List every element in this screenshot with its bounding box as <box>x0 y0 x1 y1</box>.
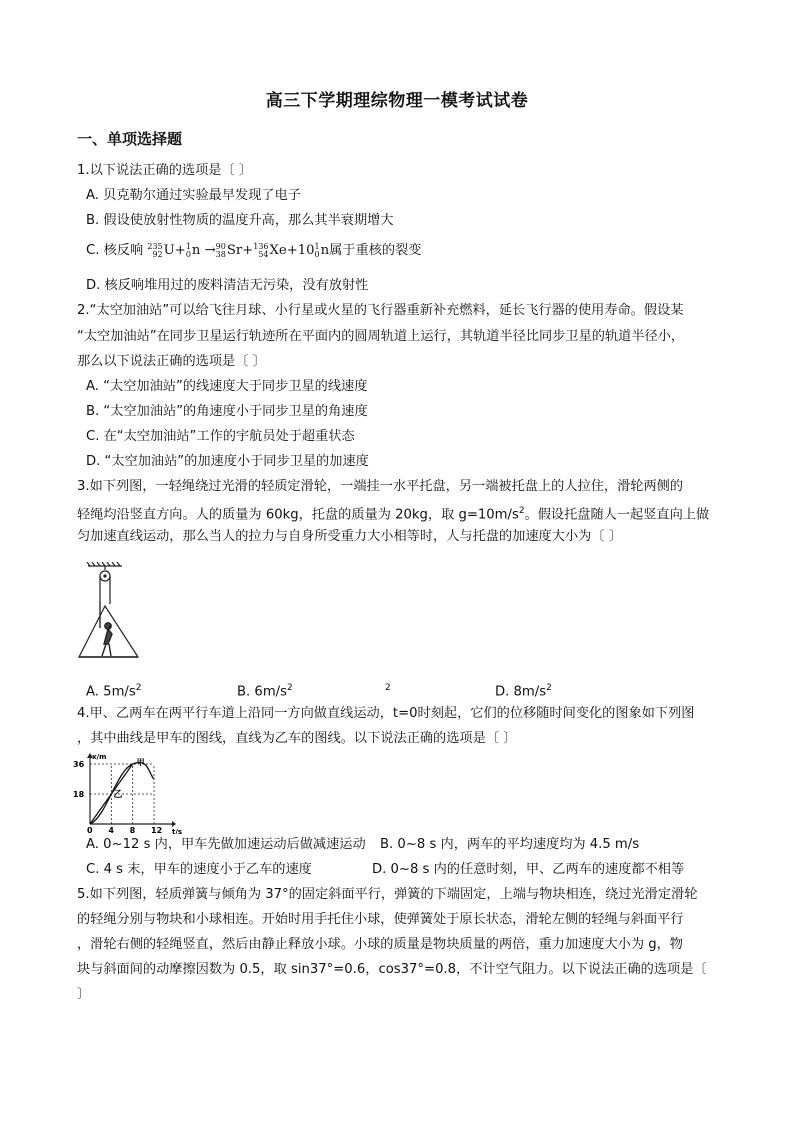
q4-stem-line2: ，其中曲线是甲车的图线，直线为乙车的图线。以下说法正确的选项是〔 〕 <box>77 731 517 746</box>
q4-stem-line1: 4.甲、乙两车在两平行车道上沿同一方向做直线运动，t=0时刻起，它们的位移随时间变化的图象如下列图 <box>77 706 695 721</box>
q3-l2-text: 轻绳均沿竖直方向。人的质量为 60kg，托盘的质量为 20kg，取 g=10m/s <box>77 507 519 523</box>
q3-option-d: D. $8m/s^2$ <box>495 683 552 700</box>
q3-l2-text-b: 。假设托盘随人一起竖直向上做 <box>524 507 710 523</box>
x-tick-label: 8 <box>129 826 136 834</box>
q3-option-c: 2 <box>385 683 391 693</box>
page-title: 高三下学期理综物理一模考试试卷 <box>265 91 529 111</box>
q1-option-d: D. 核反响堆用过的废料清洁无污染，没有放射性 <box>86 278 369 293</box>
y-axis-label: x/m <box>92 753 107 761</box>
x-tick-label: 0 <box>87 826 93 834</box>
q1-option-a: A. 贝克勒尔通过实验最早发现了电子 <box>86 188 301 203</box>
x-axis-arrow <box>172 821 176 827</box>
q2-stem-line2: “太空加油站”在同步卫星运行轨迹所在平面内的圆周轨道上运行，其轨道半径比同步卫星的轨道半径小， <box>77 329 685 344</box>
q1-c-suffix: 属于重核的裂变 <box>329 243 422 258</box>
q2-option-c: C. 在“太空加油站”工作的宇航员处于超重状态 <box>86 429 355 444</box>
q5-stem-line5: 〕 <box>77 987 91 1002</box>
section-heading: 一、单项选择题 <box>77 130 183 148</box>
q3-stem-line2 <box>77 503 709 523</box>
x-axis-label: t/s <box>172 828 183 834</box>
q1-c-prefix: C. 核反响 <box>86 243 148 258</box>
q1-option-b: B. 假设使放射性物质的温度升高，那么其半衰期增大 <box>86 213 394 228</box>
q3-l2-sup: 2 <box>518 506 525 516</box>
y-tick-label: 36 <box>73 760 85 769</box>
q2-option-d: D. “太空加油站”的加速度小于同步卫星的加速度 <box>86 454 369 469</box>
xt-graph <box>72 752 192 834</box>
q4-option-b: B. 0~8 s 内，两车的平均速度均为 4.5 m/s <box>380 837 640 852</box>
q4-option-d: D. 0~8 s 内的任意时刻，甲、乙两车的速度都不相等 <box>372 862 685 877</box>
q2-stem-line3: 那么以下说法正确的选项是〔 〕 <box>77 354 266 369</box>
q5-stem-line4: 块与斜面间的动摩擦因数为 0.5，取 sin37°=0.6，cos37°=0.8，不计空气阻力。以下说法正确的选项是〔 <box>77 962 707 977</box>
q2-option-a: A. “太空加油站”的线速度大于同步卫星的线速度 <box>86 379 368 394</box>
q1-option-c <box>86 242 421 259</box>
series-jia-label: 甲 <box>136 758 145 767</box>
series-yi-label: 乙 <box>113 790 123 800</box>
nuclide-neutron-2: 1 0 n <box>314 241 330 259</box>
q3-stem-line1: 3.如下列图，一轻绳绕过光滑的轻质定滑轮，一端挂一水平托盘，另一端被托盘上的人拉住，滑轮两侧的 <box>77 479 684 494</box>
pulley-figure <box>78 562 148 664</box>
x-tick-label: 12 <box>151 826 163 834</box>
q5-stem-line1: 5.如下列图，轻质弹簧与倾角为 37°的固定斜面平行，弹簧的下端固定，上端与物块相连，绕过光滑定滑轮 <box>77 887 698 902</box>
q3-option-b: B. $6m/s^2$ <box>237 683 293 700</box>
q4-option-a: A. 0~12 s 内，甲车先做加速运动后做减速运动 <box>86 837 366 852</box>
q2-stem-line1: 2.“太空加油站”可以给飞往月球、小行星或火星的飞行器重新补充燃料，延长飞行器的使用寿命。假设某 <box>77 303 684 318</box>
q4-option-c: C. 4 s 末，甲车的速度小于乙车的速度 <box>86 862 312 877</box>
q5-stem-line3: ，滑轮右侧的轻绳竖直，然后由静止释放小球。小球的质量是物块质量的两倍，重力加速度大小为 g，物 <box>77 937 683 952</box>
q5-stem-line2: 的轻绳分别与物块和小球相连。开始时用手托住小球，使弹簧处于原长状态，滑轮左侧的轻绳与斜面平行 <box>77 912 684 927</box>
q2-option-b: B. “太空加油站”的角速度小于同步卫星的角速度 <box>86 404 368 419</box>
nuclide-xe136: 136 54 Xe+10 <box>253 241 315 259</box>
nuclide-u235: 235 92 U+ <box>147 241 186 259</box>
nuclide-neutron: 1 0 n → <box>185 241 216 259</box>
person-icon <box>102 623 112 656</box>
x-tick-label: 4 <box>108 826 114 834</box>
q3-option-a: A. $5m/s^2$ <box>86 683 142 700</box>
y-tick-label: 18 <box>73 790 85 799</box>
q1-stem: 1.以下说法正确的选项是〔 〕 <box>77 163 253 178</box>
nuclide-sr90: 90 38 Sr+ <box>215 241 254 259</box>
q3-stem-line3: 匀加速直线运动，那么当人的拉力与自身所受重力大小相等时，人与托盘的加速度大小为〔 〕 <box>77 529 622 544</box>
